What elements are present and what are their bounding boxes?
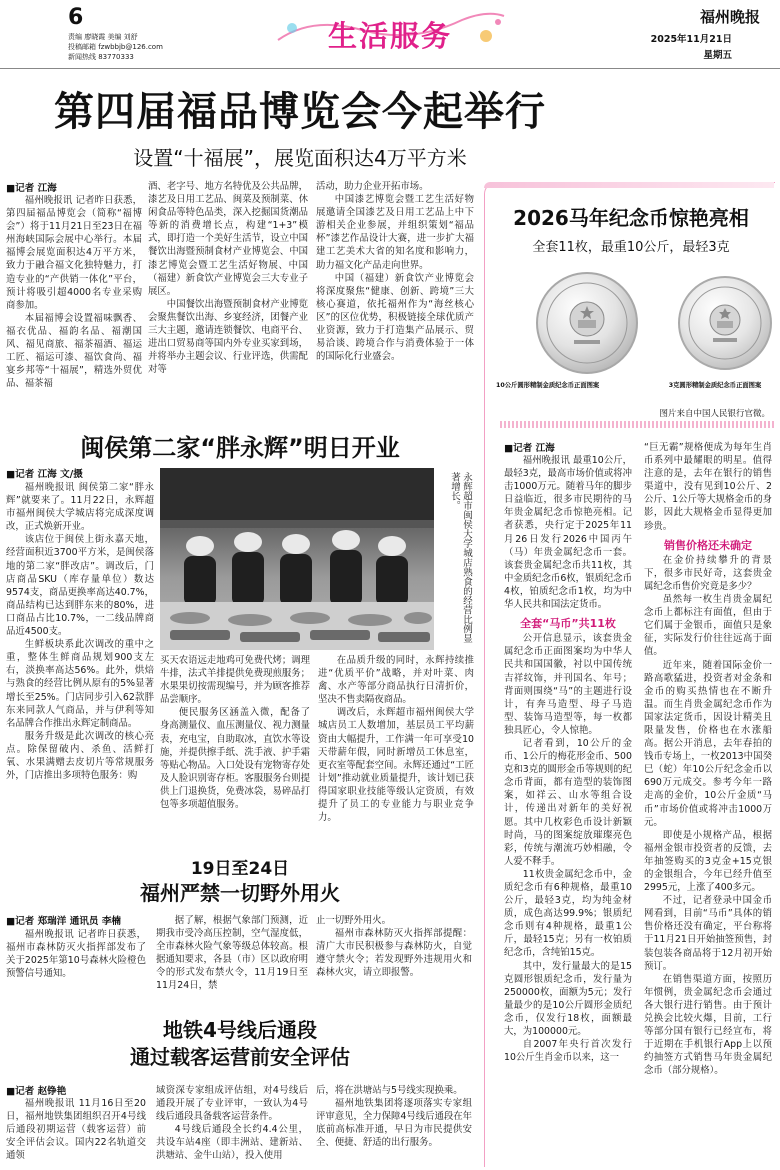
paragraph: 在品质升级的同时，永辉持续推进“优质平价”战略，并对叶菜、肉禽、水产等部分商品执行日清折价，坚决不售卖隔夜商品。 xyxy=(318,655,474,706)
paragraph: 福州晚报讯 记者昨日获悉，福州市森林防灭火指挥部发布了关于2025年第10号森林火险橙色预警信号通知。 xyxy=(6,929,146,980)
paragraph: 福州晚报讯 记者昨日获悉，第四届福品博览会（简称“福博会”）将于11月21日至23日在福州海峡国际会展中心举行。本届福博会展览面积达4万平方米，致力于融合福文化独特魅力，打造专业的“产供销一体化”平台，预计将吸引超4000名专业采购商参加。 xyxy=(6,195,142,311)
story3-byline: ■记者 郑瑞洋 通讯员 李楠 xyxy=(6,916,122,927)
paragraph: 4号线后通段全长约4.4公里，共设车站4座（即丰洲站、建新站、洪塘站、金牛山站），投入使用 xyxy=(156,1124,308,1162)
submission-email: 投稿邮箱 fzwbbjb@126.com xyxy=(68,43,163,51)
paragraph: 中国（福建）新食饮产业博览会将深度聚焦“健康、创新、跨境”三大核心赛道，依托福州作为“海丝核心区”的区位优势，积极链接全球优质产业资源，致力于打造集产品展示、贸易洽谈、跨境合作与消费体验于一体的国际化行业盛会。 xyxy=(316,272,474,363)
story3-headline-line1: 19日至24日 xyxy=(190,859,290,879)
paragraph: 近年来，随着国际金价一路高歌猛进，投资者对金条和金币的购买热情也在不断升温。而生肖贵金属纪念币作为国家法定货币，因设计精美且限量发售，价格也在水涨船高。据公开消息，去年春拍的钱币专场上，一枚2013中国癸巳（蛇）年10公斤纪念金币以690万元成交。参考今年一路走高的金价，10公斤金质“马币”市场价值或将冲击1000万元。 xyxy=(644,659,772,828)
story1-column-1 xyxy=(6,194,142,390)
paragraph: 福州市森林防灭火指挥部提醒：清广大市民积极参与森林防火，自觉遵守禁火令；若发现野外违规用火和森林火灾，请立即报警。 xyxy=(316,928,472,979)
story5-headline: 2026马年纪念币惊艳亮相 xyxy=(513,206,749,230)
paragraph: 调改后，永辉超市福州闽侯大学城店员工人数增加，基层员工平均薪资由大幅提升，工作满一年可享受10天带薪年假，同时新增员工休息室，更衣室等配套空间。永辉还通过“工匠计划”推动就业质量提升，该计划已获得国家职业技能等级认定资质，有效提升了员工的专业能力与职业竞争力。 xyxy=(318,707,474,824)
story1-column-3 xyxy=(316,180,474,363)
subhead-price: 销售价格还未确定 xyxy=(664,538,752,552)
paragraph: 11枚贵金属纪念币中，金质纪念币有6种规格，最重10公斤，最轻3克，均为纯金材质，成色高达99.9%；银质纪念币则有4种规格，最重1公斤，最轻15克；另有一枚铂质纪念币，含纯铂15克。 xyxy=(504,868,632,959)
story5-subhead: 全套11枚，最重10公斤，最轻3克 xyxy=(532,240,730,255)
paragraph: 记者看到，10公斤的金币、1公斤的梅花形金币、500克和3克的圆形金币等规则的纪念币背面，都有造型的装饰图案，如祥云、山水等组合设计，传递出对新年的美好祝愿。其中几枚彩色币设计新颖时尚，马的图案绽放璀璨亮色彩，传统与潮流巧妙相融，令人爱不释手。 xyxy=(504,737,632,867)
story1-subhead: 设置“十福展”，展览面积达4万平方米 xyxy=(133,146,467,170)
story5-column-1 xyxy=(504,454,632,1064)
gold-coin-image-10kg xyxy=(536,272,638,374)
paragraph: 福州晚报讯 闽侯第二家“胖永辉”就要来了。11月22日，永辉超市福州闽侯大学城店将完成深度调改，正式焕新开业。 xyxy=(6,482,154,533)
news-hotline: 新闻热线 83770333 xyxy=(68,53,134,61)
paragraph: 其中，发行量最大的是15克圆形银质纪念币，发行量为250000枚，面额为5元；发行量最少的是10公斤圆形金质纪念币，仅发行18枚，面额最大，为100000元。 xyxy=(504,960,632,1038)
story2-column-3 xyxy=(318,654,474,824)
issue-date: 2025年11月21日 xyxy=(650,34,732,45)
story1-column-2 xyxy=(148,180,308,376)
coin2-caption: 3克圆形精制金质纪念币正面图案 xyxy=(668,382,762,389)
paragraph: 在金价持续攀升的背景下，很多市民好奇，这套贵金属纪念币售价究竟是多少？ xyxy=(644,554,772,592)
paragraph: 买天农语远走地鸡可免费代烤；调理牛排，法式羊排提供免费现煎服务；水果果切按需现编号，并为顾客推荐品尝顺序。 xyxy=(160,655,311,706)
story4-column-3 xyxy=(316,1084,472,1149)
story2-column-1 xyxy=(6,481,154,782)
feature-corner-accent xyxy=(484,182,774,188)
paragraph: 便民服务区涵盖入微，配备了身高测量仪、血压测量仪、视力测量表，充电宝，自助取冰，直饮水等设施，并提供擦手纸、洗手液、护手霜等贴心物品。入口处设有宠物寄存处及人脸识别寄存柜。客服服务台则提供上门退换货，免费冰袋，易碎品打包等多项超值服务。 xyxy=(160,707,311,811)
section-title: 生活服务 xyxy=(327,19,452,53)
story3-headline-line2: 福州严禁一切野外用火 xyxy=(140,881,340,905)
paragraph: 服务升级是此次调改的核心亮点。除保留破内、杀鱼、活鲜打氧、水果满赠去皮切片等常规服务外，门店推出多项特色服务：购 xyxy=(6,730,154,782)
coin1-caption: 10公斤圆形精制金质纪念币正面图案 xyxy=(496,382,600,389)
issue-weekday: 星期五 xyxy=(703,50,732,61)
paragraph: 生鲜板块系此次调改的重中之重，整体生鲜商品规划900支左右，淡换率高达56%。此外，烘焙与熟食的经营比例从原有的5%显著增长至25%。门店同步引入62款胖东来同款人气商品，并与伊利等知名品牌合作推出永辉定制商品。 xyxy=(6,639,154,729)
gold-coin-image-3g xyxy=(678,276,772,370)
story2-headline: 闽侯第二家“胖永辉”明日开业 xyxy=(80,434,400,462)
paragraph: 虽然每一枚生肖贵金属纪念币上都标注有面值，但由于它们属于金银币，面值只是象征，实际发行价往往远高于面值。 xyxy=(644,594,772,658)
national-emblem-icon xyxy=(680,278,770,368)
story5-byline: ■记者 江海 xyxy=(504,443,555,454)
story4-byline: ■记者 赵铮艳 xyxy=(6,1086,67,1097)
paragraph: 公开信息显示，该套贵金属纪念币正面图案均为中华人民共和国国徽，衬以中国传统吉祥纹饰，并刊国名、年号；背面则围绕“马”的主题进行设计，有奔马造型、母子马造型、装饰马造型等，每一枚都独具匠心，令人惊艳。 xyxy=(504,633,632,736)
page-number: 6 xyxy=(68,5,84,30)
story4-headline-line1: 地铁4号线后通段 xyxy=(163,1018,317,1042)
header-rule xyxy=(0,68,780,69)
subhead-full-set: 全套“马币”共11枚 xyxy=(520,617,616,631)
story4-headline-line2: 通过载客运营前安全评估 xyxy=(130,1045,350,1069)
story1-headline: 第四届福品博览会今起举行 xyxy=(54,89,546,135)
paragraph: 本届福博会设置福味飘香、福衣优品、福韵名品、福潮国风、福见商旅、福茶福酒、福运工匠、福运可漆、福饮食尚、福宴乡邦等“十福展”，精选外贸优品、福茶福 xyxy=(6,312,142,390)
paragraph: 活动，助力企业开拓市场。 xyxy=(316,181,429,192)
editor-credits: 责编 廖晓霞 美编 刘舒 xyxy=(68,33,138,41)
paragraph: 即使是小规格产品，根据福州金银市投资者的反馈，去年抽签购买的3克金+15克银的金银组合，今年已经升值至2995元，上涨了400多元。 xyxy=(644,829,772,894)
story3-column-1 xyxy=(6,928,146,980)
story4-column-1 xyxy=(6,1097,146,1162)
newspaper-name: 福州晚报 xyxy=(699,8,760,26)
paragraph: 福州晚报讯 最重10公斤，最轻3克，最高市场价值或将冲击1000万元。随着马年的脚步日益临近，很多市民期待的马年贵金属纪念币惊艳亮相。记者获悉，央行定于2025年11月26日发行2026中国丙午（马）年贵金属纪念币一套。该套贵金属纪念币共11枚，其中金质纪念币6枚，银质纪念币4枚，铂质纪念币1枚，均为中华人民共和国法定货币。 xyxy=(504,455,632,611)
story3-column-3 xyxy=(316,914,472,979)
photo-credit-rule xyxy=(500,421,774,428)
paragraph: 自2007年央行首次发行10公斤生肖金币以来，这一 xyxy=(504,1039,632,1064)
story2-byline: ■记者 江海 文/摄 xyxy=(6,469,83,480)
paragraph: 酒、老字号、地方名特优及公共品牌，漆艺及日用工艺品、闽菜及预制菜、休闲食品等特色品类，深入挖掘国货潮品等新的消费增长点，构建“1+3”模式，即打造一个美好生活节，设立中国餐饮出海暨预制食材产业博览会、中国漆艺博览会暨工艺生活好物展、中国（福建）新食饮产业博览会三大专业子展区。 xyxy=(148,181,308,297)
paragraph: 该店位于闽侯上街永嘉天地，经营面积近3700平方米，是闽侯落地的第二家“胖改店”。调改后，门店商品SKU（库存量单位）数达9574支，商品更换率高达40.7%，商品结构已达到胖东来的80%，进口商品占比10.7%，一二线品牌商品近4500支。 xyxy=(6,534,154,638)
paragraph: 中国餐饮出海暨预制食材产业博览会聚焦餐饮出海、乡宴经济，团餐产业三大主题，邀请连锁餐饮、电商平台、进出口贸易商等国内外专业买家到场，并将举办主题会议、行业评选，供需配对等 xyxy=(148,298,308,376)
paragraph: 福州晚报讯 11月16日至20日，福州地铁集团组织召开4号线后通段初期运营（载客运营）前安全评估会议。国内22名轨道交通领 xyxy=(6,1098,146,1162)
story1-byline: ■记者 江海 xyxy=(6,183,57,194)
story3-column-2 xyxy=(156,914,308,993)
paragraph: 据了解，根据气象部门预测，近期我市受冷高压控制，空气湿度低，全市森林火险气象等级总体较高。根据通知要求，各县（市）区以政府明令的形式发布禁火令，11月19日至11月24日，禁 xyxy=(156,915,308,992)
supermarket-photo xyxy=(160,468,434,650)
national-emblem-icon xyxy=(538,274,636,372)
story4-column-2 xyxy=(156,1084,308,1163)
page-header xyxy=(0,0,780,68)
paragraph: 域资深专家组成评估组，对4号线后通段开展了专业评审，一致认为4号线后通段具备载客运营条件。 xyxy=(156,1085,308,1123)
paragraph: 在销售渠道方面，按照历年惯例，贵金属纪念币会通过各大银行进行销售。由于预计兑换会比较火爆，目前，工行等部分国有银行已经宣布，将于近期在手机银行App上以预约抽签方式销售马年贵金属纪念币（部分规格）。 xyxy=(644,973,772,1077)
paragraph: 福州地铁集团将逐项落实专家组评审意见，全力保障4号线后通段在年底前高标准开通，早日为市民提供安全、便捷、舒适的出行服务。 xyxy=(316,1098,472,1149)
paragraph: “巨无霸”规格便成为每年生肖币系列中最耀眼的明星。值得注意的是，去年在银行的销售渠道中，没有见到10公斤、2公斤、1公斤等大规格金币的身影，因此大规格金币显得更加珍贵。 xyxy=(644,442,772,532)
paragraph: 止一切野外用火。 xyxy=(316,915,392,926)
paragraph: 不过，记者登录中国金币网看到，目前“马币”具体的销售价格还没有确定，平台称将于11月21日开始抽签预售，封装包装各商品将于12月初开始预订。 xyxy=(644,895,772,972)
photo-credit: 图片来自中国人民银行官微。 xyxy=(659,409,770,419)
photo-illustration xyxy=(160,468,434,650)
photo-caption: 永辉超市闽侯大学城店熟食的经营比例显著增长。 xyxy=(449,472,472,643)
story2-column-2 xyxy=(160,654,310,811)
paragraph: 中国漆艺博览会暨工艺生活好物展邀请全国漆艺及日用工艺品上中下游相关企业参展，并组织策划“福品杯”漆艺作品设计大赛，进一步扩大福建工艺美术大省的知名度和影响力，助力福文化产品走向世界。 xyxy=(316,194,474,271)
paragraph: 后，将在洪塘站与5号线实现换乘。 xyxy=(316,1085,463,1096)
story5-column-2 xyxy=(644,441,772,1078)
